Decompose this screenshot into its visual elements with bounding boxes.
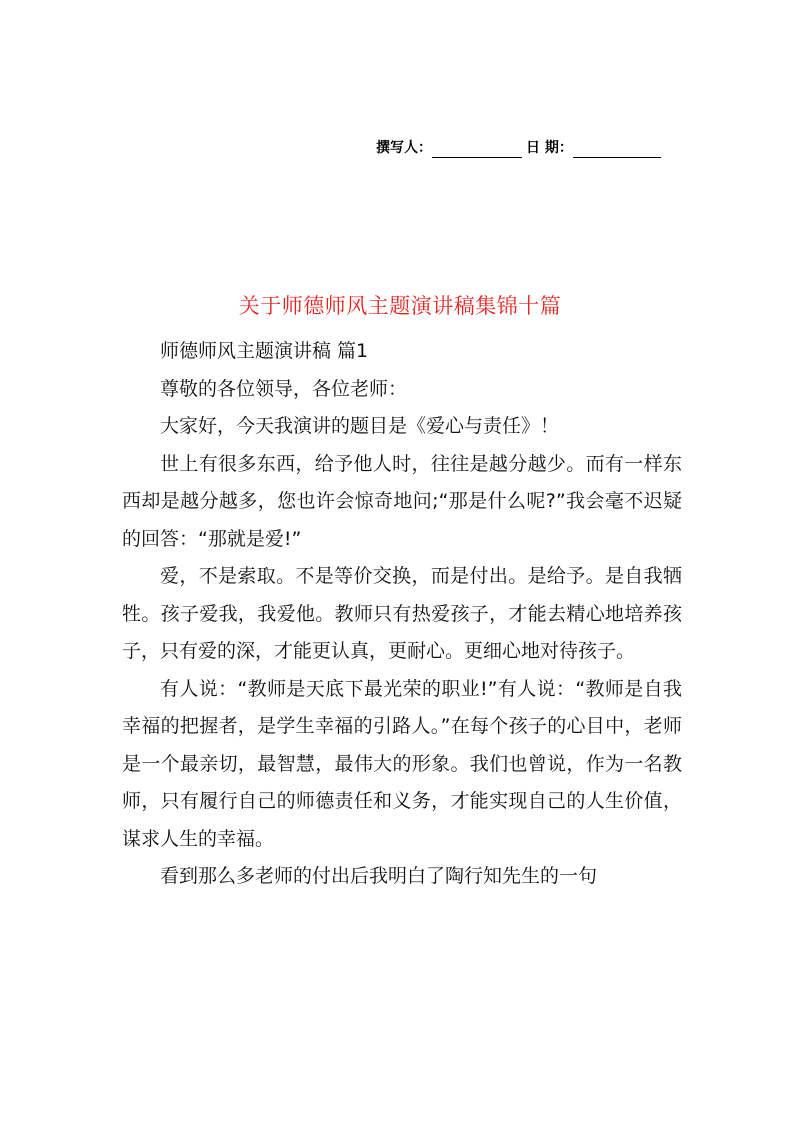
author-label: 撰写人： [376,140,432,156]
document-body [122,333,682,896]
body-paragraph: 看到那么多老师的付出后我明白了陶行知先生的一句 [160,865,598,887]
salutation: 尊敬的各位领导，各位老师： [160,377,408,400]
date-blank [573,141,661,158]
author-blank [432,141,522,158]
body-paragraph: 有人说：“教师是天底下最光荣的职业!”有人说：“教师是自我幸福的把握者，是学生幸福的引路人。”在每个孩子的心目中，老师是一个最亲切，最智慧，最伟大的形象。我们也曾说，作为一名教师，只有履行自己的师德责任和义务，才能实现自己的人生价值，谋求人生的幸福。 [122,677,682,850]
body-paragraph: 爱，不是索取。不是等价交换，而是付出。是给予。是自我牺牲。孩子爱我，我爱他。教师只有热爱孩子，才能去精心地培养孩子，只有爱的深，才能更认真，更耐心。更细心地对待孩子。 [122,565,682,662]
section-heading: 师德师风主题演讲稿 篇1 [160,340,369,362]
header-signature-line [376,138,686,158]
date-label: 日 期： [526,140,573,156]
greeting: 大家好，今天我演讲的题目是《爱心与责任》！ [160,415,560,437]
document-title: 关于师德师风主题演讲稿集锦十篇 [238,294,562,318]
body-paragraph: 世上有很多东西，给予他人时，往往是越分越少。而有一样东西却是越分越多，您也许会惊奇地问;“那是什么呢?”我会毫不迟疑的回答：“那就是爱!” [122,452,682,550]
